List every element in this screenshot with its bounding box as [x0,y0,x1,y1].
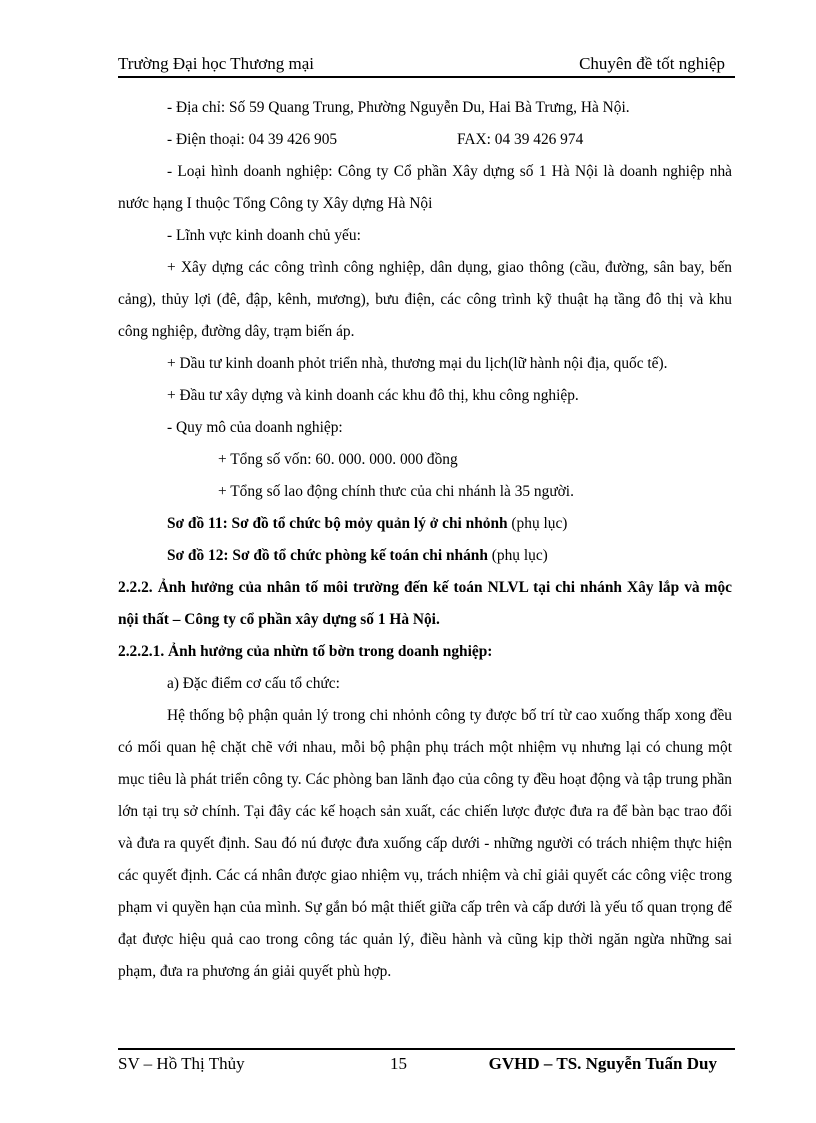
diagram-12-note: (phụ lục) [487,547,548,564]
business-field-construction: + Xây dựng các công trình công nghiệp, dân dụng, giao thông (cầu, đường, sân bay, bến cảng), thủy lợi (đê, đập, kênh, mương), bưu điện, các công trình kỹ thuật hạ tầng đô thị và khu công nghiệp, đường dây, trạm biến áp. [118,259,732,340]
diagram-12-caption [167,545,732,567]
org-structure-paragraph: Hệ thống bộ phận quản lý trong chi nhỏnh công ty được bố trí từ cao xuống thấp xong đều có mối quan hệ chặt chẽ với nhau, mỗi bộ phận phụ trách một nhiệm vụ nhưng lại có chung một mục tiêu là phát triển công ty. Các phòng ban lãnh đạo của công ty đều hoạt động và tập trung phần lớn tại trụ sở chính. Tại đây các kế hoạch sản xuất, các chiến lược được đưa ra để bàn bạc trao đổi và đưa ra quyết định. Sau đó nú được đưa xuống cấp dưới - những người có trách nhiệm thực hiện các quyết định. Các cá nhân được giao nhiệm vụ, trách nhiệm và chỉ giải quyết các công việc trong phạm vi quyền hạn của mình. Sự gắn bó mật thiết giữa cấp trên và cấp dưới là yếu tố quan trọng để đạt được hiệu quả cao trong công tác quản lý, điều hành và cũng kịp thời ngăn ngừa những sai phạm, đưa ra phương án giải quyết phù hợp. [118,707,732,980]
section-heading-2-2-2-1: 2.2.2.1. Ảnh hưởng của nhừn tố bờn trong doanh nghiệp: [118,643,493,660]
phone-text: - Điện thoại: 04 39 426 905 [167,131,338,148]
capital-line: + Tổng số vốn: 60. 000. 000. 000 đồng [218,451,458,468]
footer-student: SV – Hồ Thị Thủy [118,1054,245,1073]
diagram-12-title: Sơ đồ 12: Sơ đồ tổ chức phòng kế toán chi nhánh [167,547,488,564]
header-university: Trường Đại học Thương mại [118,54,315,73]
diagram-11-note: (phụ lục) [507,515,568,532]
subsection-a-label: a) Đặc điểm cơ cấu tổ chức: [167,675,340,692]
diagram-11-title: Sơ đồ 11: Sơ đồ tổ chức bộ mỏy quản lý ở chi nhỏnh [167,515,508,532]
business-field-investment: + Dầu tư kinh doanh phỏt triển nhà, thương mại du lịch(lữ hành nội địa, quốc tế). [167,355,668,372]
header-document-type: Chuyên đề tốt nghiệp [579,54,725,73]
scale-label: - Quy mô của doanh nghiệp: [167,419,343,436]
business-type-paragraph: - Loại hình doanh nghiệp: Công ty Cổ phần Xây dựng số 1 Hà Nội là doanh nghiệp nhà nước hạng I thuộc Tổng Công ty Xây dựng Hà Nội [118,163,732,212]
diagram-11-caption [167,513,732,535]
page-number: 15 [390,1054,407,1073]
section-heading-2-2-2: 2.2.2. Ảnh hưởng của nhân tố môi trường đến kế toán NLVL tại chi nhánh Xây lắp và mộc nội thất – Công ty cổ phần xây dựng số 1 Hà Nội. [118,579,732,628]
page-footer [118,1048,735,1078]
labor-line: + Tổng số lao động chính thưc của chi nhánh là 35 người. [218,483,574,500]
fax-text: FAX: 04 39 426 974 [457,131,584,148]
footer-supervisor: GVHD – TS. Nguyễn Tuấn Duy [488,1054,717,1073]
business-field-label: - Lĩnh vực kinh doanh chủ yếu: [167,227,361,244]
phone-fax-line [167,129,732,151]
page-header [118,52,735,78]
address-line: - Địa chỉ: Số 59 Quang Trung, Phường Nguyễn Du, Hai Bà Trưng, Hà Nội. [167,99,630,116]
business-field-urban: + Đầu tư xây dựng và kinh doanh các khu đô thị, khu công nghiệp. [167,387,579,404]
